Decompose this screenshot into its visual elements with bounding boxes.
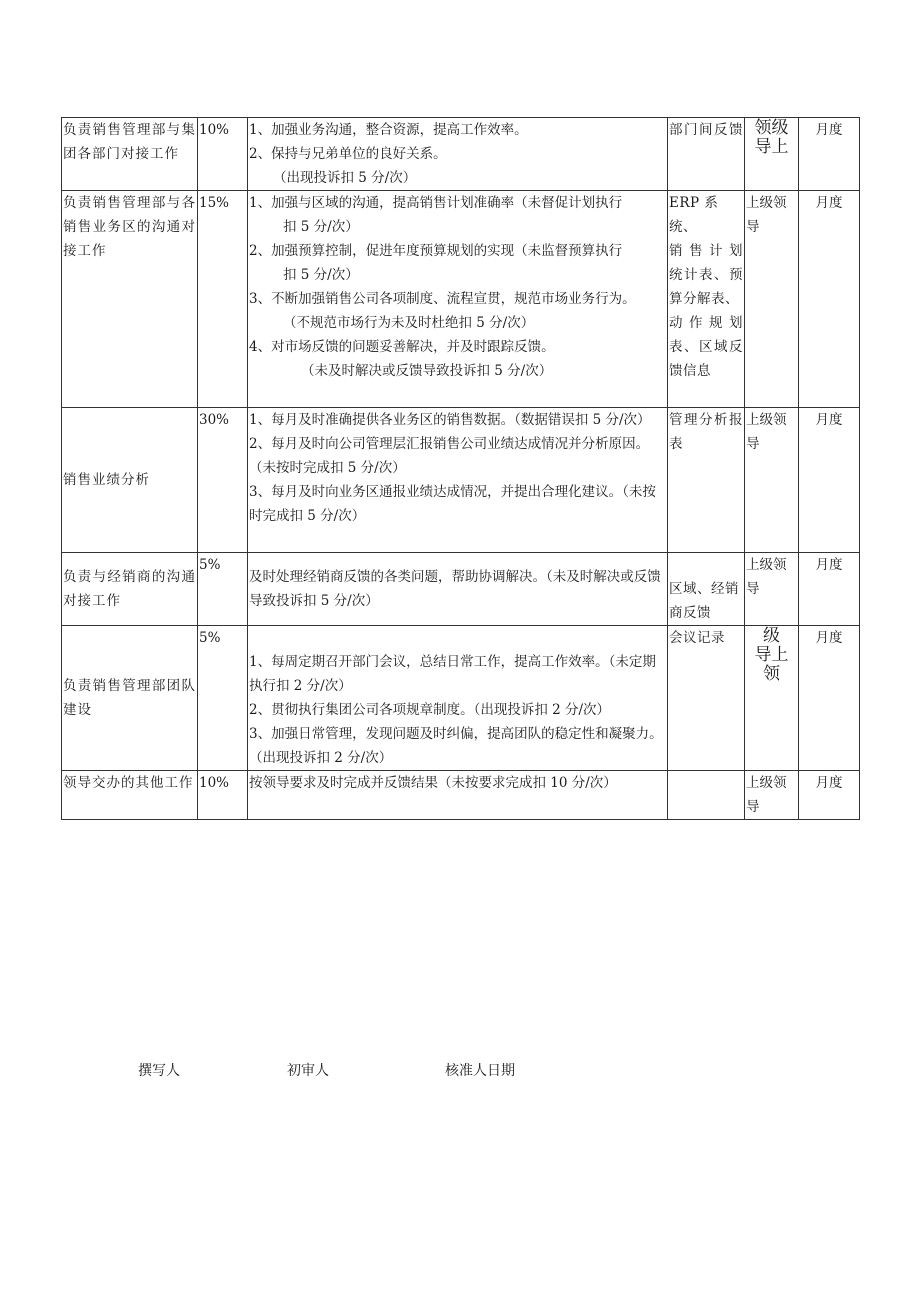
period-cell: 月度 xyxy=(799,626,860,771)
signature-line xyxy=(0,1060,920,1082)
detail-line: 按领导要求及时完成并反馈结果（未按要求完成扣 10 分/次） xyxy=(249,775,617,791)
detail-cell xyxy=(248,553,668,626)
detail-line: 4、对市场反馈的问题妥善解决，并及时跟踪反馈。 xyxy=(249,339,555,355)
evaluator-cell: 上级领导 xyxy=(745,191,799,408)
table-row xyxy=(62,626,860,771)
weight-cell: 15% xyxy=(198,191,248,408)
table-row xyxy=(62,771,860,820)
source-cell: 会议记录 xyxy=(668,626,745,771)
period-cell: 月度 xyxy=(799,771,860,820)
detail-line: 2、每月及时向公司管理层汇报销售公司业绩达成情况并分析原因。（未按时完成扣 5 分/次） xyxy=(249,436,650,476)
evaluator-line: 领级 xyxy=(754,118,789,138)
detail-cell xyxy=(248,626,668,771)
detail-line: 2、加强预算控制，促进年度预算规划的实现（未监督预算执行 xyxy=(249,243,623,259)
detail-line: （未及时解决或反馈导致投诉扣 5 分/次） xyxy=(301,363,553,379)
period-cell: 月度 xyxy=(799,191,860,408)
detail-line: （不规范市场行为未及时杜绝扣 5 分/次） xyxy=(283,315,535,331)
source-line: 算分解表、 xyxy=(669,291,739,307)
weight-cell: 10% xyxy=(198,771,248,820)
table-row xyxy=(62,553,860,626)
period-cell: 月度 xyxy=(799,553,860,626)
evaluator-line: 导上 xyxy=(754,137,789,157)
source-line: ERP 系统、 xyxy=(669,195,719,235)
approver-date-label: 核准人日期 xyxy=(445,1063,515,1079)
source-cell xyxy=(668,191,745,408)
task-cell: 销售业绩分析 xyxy=(62,408,198,553)
source-cell xyxy=(668,553,745,626)
period-cell: 月度 xyxy=(799,408,860,553)
source-line: 动作规划 xyxy=(669,315,743,331)
source-line: 馈信息 xyxy=(669,363,711,379)
detail-cell xyxy=(248,408,668,553)
table-row xyxy=(62,408,860,553)
source-cell xyxy=(668,408,745,553)
detail-line: 2、保持与兄弟单位的良好关系。 xyxy=(249,146,447,162)
detail-line: 扣 5 分/次） xyxy=(283,219,359,235)
kpi-table xyxy=(61,117,860,820)
weight-cell: 10% xyxy=(198,118,248,191)
source-text: 管理分析报表 xyxy=(669,412,743,452)
detail-line: 1、每周定期召开部门会议，总结日常工作，提高工作效率。（未定期执行扣 2 分/次） xyxy=(249,654,656,694)
detail-line: 3、不断加强销售公司各项制度、流程宣贯，规范市场业务行为。 xyxy=(249,291,636,307)
weight-cell: 5% xyxy=(198,626,248,771)
detail-cell xyxy=(248,118,668,191)
source-text: 区域、经销商反馈 xyxy=(669,581,739,621)
source-cell xyxy=(668,771,745,820)
evaluator-line: 导上 xyxy=(754,645,789,665)
source-line: 统计表、预 xyxy=(669,267,743,283)
task-cell: 负责销售管理部与集团各部门对接工作 xyxy=(62,118,198,191)
evaluator-cell: 上级领导 xyxy=(745,408,799,553)
detail-line: 1、每月及时准确提供各业务区的销售数据。（数据错误扣 5 分/次） xyxy=(249,412,651,428)
detail-line: 3、每月及时向业务区通报业绩达成情况，并提出合理化建议。（未按时完成扣 5 分/次） xyxy=(249,484,656,524)
source-line: 销售计划 xyxy=(669,243,743,259)
evaluator-cell xyxy=(745,626,799,771)
detail-line: 2、贯彻执行集团公司各项规章制度。（出现投诉扣 2 分/次） xyxy=(249,702,611,718)
detail-cell xyxy=(248,191,668,408)
period-cell: 月度 xyxy=(799,118,860,191)
task-cell: 负责销售管理部与各销售业务区的沟通对接工作 xyxy=(62,191,198,408)
task-cell: 领导交办的其他工作 xyxy=(62,771,198,820)
evaluator-cell: 上级领导 xyxy=(745,553,799,626)
table-row xyxy=(62,118,860,191)
source-text: 部门间反馈 xyxy=(669,122,743,138)
task-cell: 负责销售管理部团队建设 xyxy=(62,626,198,771)
evaluator-line: 领 xyxy=(763,664,780,684)
detail-cell xyxy=(248,771,668,820)
evaluator-line: 级 xyxy=(763,626,780,646)
source-cell xyxy=(668,118,745,191)
detail-line: （出现投诉扣 5 分/次） xyxy=(273,170,417,186)
detail-line: 3、加强日常管理，发现问题及时纠偏，提高团队的稳定性和凝聚力。（出现投诉扣 2 分/次） xyxy=(249,726,663,766)
detail-line: 及时处理经销商反馈的各类问题，帮助协调解决。（未及时解决或反馈导致投诉扣 5 分/次） xyxy=(249,569,661,609)
detail-line: 1、加强与区域的沟通，提高销售计划准确率（未督促计划执行 xyxy=(249,195,623,211)
task-cell: 负责与经销商的沟通对接工作 xyxy=(62,553,198,626)
detail-line: 1、加强业务沟通，整合资源，提高工作效率。 xyxy=(249,122,528,138)
table-row xyxy=(62,191,860,408)
weight-cell: 5% xyxy=(198,553,248,626)
reviewer-label: 初审人 xyxy=(287,1063,329,1079)
source-line: 表、区域反 xyxy=(669,339,743,355)
evaluator-cell xyxy=(745,118,799,191)
detail-line: 扣 5 分/次） xyxy=(283,267,359,283)
evaluator-cell: 上级领导 xyxy=(745,771,799,820)
weight-cell: 30% xyxy=(198,408,248,553)
writer-label: 撰写人 xyxy=(138,1063,180,1079)
